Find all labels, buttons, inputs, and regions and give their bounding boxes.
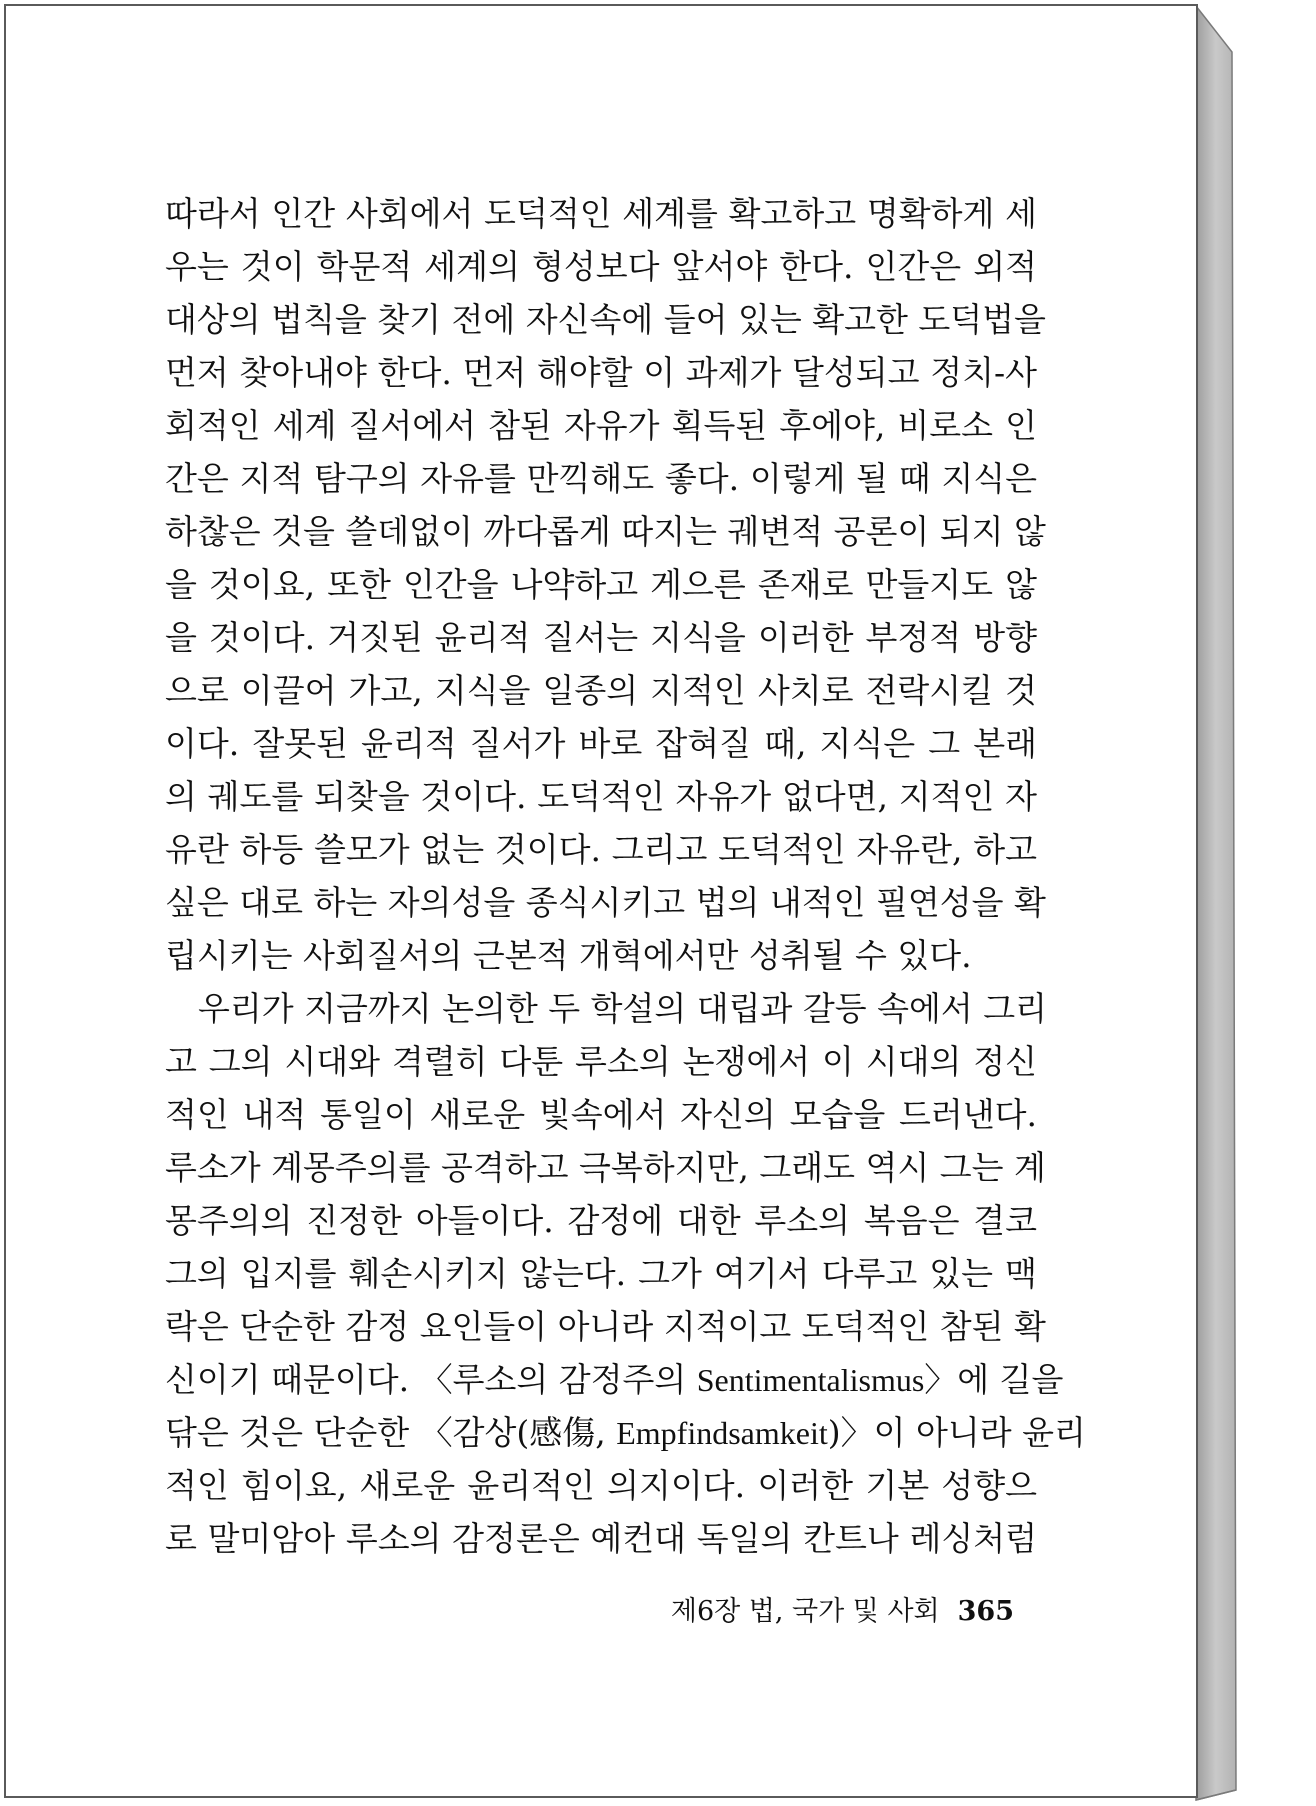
text-line: 먼저 찾아내야 한다. 먼저 해야할 이 과제가 달성되고 정치-사 xyxy=(165,353,1037,392)
text-line: 립시키는 사회질서의 근본적 개혁에서만 성취될 수 있다. xyxy=(165,936,972,975)
text-line: 을 것이다. 거짓된 윤리적 질서는 지식을 이러한 부정적 방향 xyxy=(165,618,1037,657)
body-text xyxy=(165,187,1086,1565)
latin-term: Sentimentalismus xyxy=(696,1362,925,1398)
text-run: 신이기 때문이다. 〈루소의 감정주의 xyxy=(165,1360,697,1399)
text-line: 따라서 인간 사회에서 도덕적인 세계를 확고하고 명확하게 세 xyxy=(165,194,1037,233)
text-line: 로 말미암아 루소의 감정론은 예컨대 독일의 칸트나 레싱처럼 xyxy=(165,1519,1037,1558)
text-line: 적인 내적 통일이 새로운 빛속에서 자신의 모습을 드러낸다. xyxy=(165,1095,1037,1134)
text-line: 고 그의 시대와 격렬히 다툰 루소의 논쟁에서 이 시대의 정신 xyxy=(165,1042,1037,1081)
text-line xyxy=(165,1406,1086,1459)
text-line: 그의 입지를 훼손시키지 않는다. 그가 여기서 다루고 있는 맥 xyxy=(165,1254,1037,1293)
text-line: 락은 단순한 감정 요인들이 아니라 지적이고 도덕적인 참된 확 xyxy=(165,1307,1046,1346)
text-line: 하찮은 것을 쓸데없이 까다롭게 따지는 궤변적 공론이 되지 않 xyxy=(165,512,1046,551)
text-line: 유란 하등 쓸모가 없는 것이다. 그리고 도덕적인 자유란, 하고 xyxy=(165,830,1037,869)
text-run: 닦은 것은 단순한 〈감상(感傷, xyxy=(165,1413,617,1452)
page-stack-edge xyxy=(1196,6,1236,1800)
text-run: )〉이 아니라 윤리 xyxy=(827,1413,1086,1452)
text-line: 적인 힘이요, 새로운 윤리적인 의지이다. 이러한 기본 성향으 xyxy=(165,1466,1037,1505)
text-line: 간은 지적 탐구의 자유를 만끽해도 좋다. 이렇게 될 때 지식은 xyxy=(165,459,1037,498)
text-line: 이다. 잘못된 윤리적 질서가 바로 잡혀질 때, 지식은 그 본래 xyxy=(165,724,1037,763)
text-line: 의 궤도를 되찾을 것이다. 도덕적인 자유가 없다면, 지적인 자 xyxy=(165,777,1037,816)
text-line: 몽주의의 진정한 아들이다. 감정에 대한 루소의 복음은 결코 xyxy=(165,1201,1037,1240)
page-footer xyxy=(600,1590,1014,1634)
text-line: 으로 이끌어 가고, 지식을 일종의 지적인 사치로 전락시킬 것 xyxy=(165,671,1037,710)
text-line: 우리가 지금까지 논의한 두 학설의 대립과 갈등 속에서 그리 xyxy=(198,989,1047,1028)
running-footer-chapter: 제6장 법, 국가 및 사회 xyxy=(670,1596,940,1627)
text-line: 우는 것이 학문적 세계의 형성보다 앞서야 한다. 인간은 외적 xyxy=(165,247,1037,286)
text-run: 〉에 길을 xyxy=(924,1360,1064,1399)
text-line: 을 것이요, 또한 인간을 나약하고 게으른 존재로 만들지도 않 xyxy=(165,565,1037,604)
text-line: 루소가 계몽주의를 공격하고 극복하지만, 그래도 역시 그는 계 xyxy=(165,1148,1046,1187)
latin-term: Empfindsamkeit xyxy=(616,1415,828,1451)
text-line: 대상의 법칙을 찾기 전에 자신속에 들어 있는 확고한 도덕법을 xyxy=(165,300,1046,339)
text-line xyxy=(165,1353,1064,1406)
text-line: 싶은 대로 하는 자의성을 종식시키고 법의 내적인 필연성을 확 xyxy=(165,883,1046,922)
text-line: 회적인 세계 질서에서 참된 자유가 획득된 후에야, 비로소 인 xyxy=(165,406,1037,445)
page-number: 365 xyxy=(957,1596,1014,1627)
